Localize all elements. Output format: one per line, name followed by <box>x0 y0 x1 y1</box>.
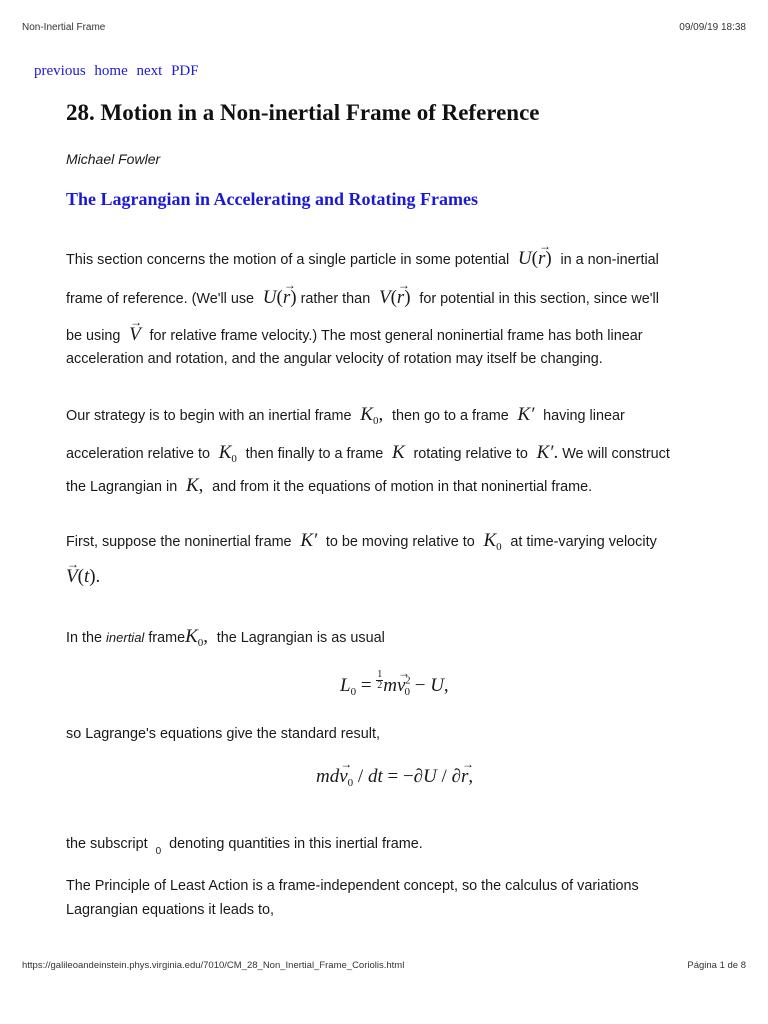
math-K0: $K_0$, <box>355 404 384 427</box>
text: This section concerns the motion of a single particle in some potential <box>66 252 510 268</box>
text: then go to a frame <box>391 408 509 424</box>
math-K: K <box>387 442 410 463</box>
text: to be moving relative to <box>325 534 475 550</box>
math-V-of-t: → V(t). <box>66 566 100 587</box>
print-footer-page: Página 1 de 8 <box>687 960 746 971</box>
paragraph-inertial-frame <box>66 626 385 649</box>
text: the subscript <box>66 836 148 852</box>
text: and from it the equations of motion in that noninertial frame. <box>212 479 593 495</box>
math-U-r: U(→ r) <box>258 287 297 308</box>
nav-next-link[interactable]: next <box>136 63 163 79</box>
section-heading: The Lagrangian in Accelerating and Rotating Frames <box>66 189 478 209</box>
subscript-zero: 0 <box>155 846 162 857</box>
nav-previous-link[interactable]: previous <box>34 63 86 79</box>
text: for relative frame velocity.) The most general noninertial frame has both linear <box>149 328 643 344</box>
math-K-prime: K′. <box>531 442 559 463</box>
text: acceleration and rotation, and the angular velocity of rotation may itself be changing. <box>66 351 603 367</box>
text: rather than <box>300 291 371 307</box>
text: in a non-inertial <box>560 252 659 268</box>
text: frame of reference. (We'll use <box>66 291 255 307</box>
paragraph-lagrange-result: so Lagrange's equations give the standard result, <box>66 726 380 742</box>
math-K0: $K_0$, <box>185 626 209 649</box>
text: acceleration relative to <box>66 446 210 462</box>
print-header-title: Non-Inertial Frame <box>22 22 106 33</box>
text: First, suppose the noninertial frame <box>66 534 292 550</box>
equation-lagrangian: $L_0$ = $\frac{1}{2}$ $m\to v^2_0 - U$, <box>340 670 449 698</box>
math-K: K, <box>181 475 204 496</box>
nav-home-link[interactable]: home <box>94 63 128 79</box>
math-K-prime: K′ <box>295 530 322 551</box>
math-K-prime: K′ <box>512 404 540 425</box>
emphasis-text: inertial <box>106 630 145 645</box>
text: We will construct <box>562 446 670 462</box>
text: the Lagrangian is as usual <box>216 630 385 646</box>
text: The Principle of Least Action is a frame-independent concept, so the calculus of variations <box>66 878 639 894</box>
text: at time-varying velocity <box>510 534 657 550</box>
text: Our strategy is to begin with an inertial frame <box>66 408 352 424</box>
text: rotating relative to <box>413 446 528 462</box>
text: for potential in this section, since we'll <box>419 291 659 307</box>
author-name: Michael Fowler <box>66 151 161 167</box>
nav-pdf-link[interactable]: PDF <box>171 63 199 79</box>
text: having linear <box>543 408 625 424</box>
text: Lagrangian equations it leads to, <box>66 902 275 918</box>
print-header-date: 09/09/19 18:38 <box>679 22 746 33</box>
equation-motion: $md\to v_0$ / dt = −∂U / ∂→ r, <box>316 766 473 789</box>
page-title: 28. Motion in a Non-inertial Frame of Reference <box>66 100 540 125</box>
math-V-r: V(→ r) <box>374 287 415 308</box>
text: then finally to a frame <box>245 446 384 462</box>
math-U-r: U(→ r) <box>513 248 556 269</box>
text: denoting quantities in this inertial frame. <box>169 836 423 852</box>
math-K0: $K_0$ <box>213 442 237 465</box>
nav-links <box>34 63 204 80</box>
math-K0: $K_0$ <box>478 530 502 553</box>
text: In the <box>66 630 103 646</box>
paragraph-subscript <box>66 836 423 857</box>
math-V-vector: → V <box>124 324 145 345</box>
text: the Lagrangian in <box>66 479 178 495</box>
text: frame <box>148 630 186 646</box>
print-footer-url: https://galileoandeinstein.phys.virginia.edu/7010/CM_28_Non_Inertial_Frame_Coriolis.html <box>22 960 405 971</box>
text: be using <box>66 328 121 344</box>
